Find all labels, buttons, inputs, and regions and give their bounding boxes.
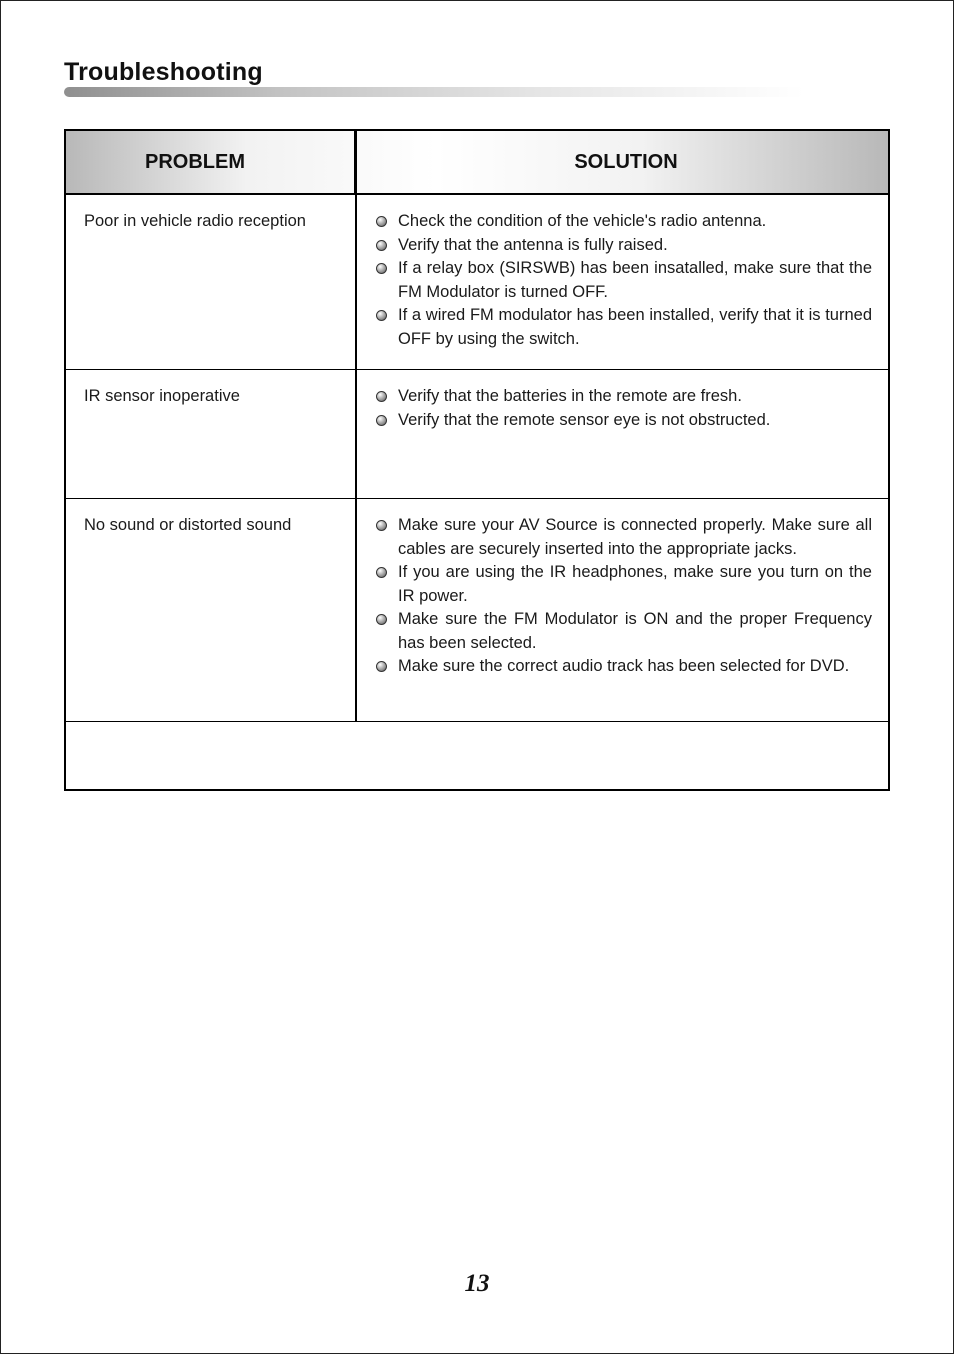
bullet-icon [376, 310, 387, 321]
table-row [66, 499, 888, 722]
solution-text: Verify that the antenna is fully raised. [398, 235, 668, 254]
solution-list [374, 385, 872, 432]
solution-item [374, 655, 872, 679]
table-row [66, 370, 888, 499]
solution-item [374, 514, 872, 561]
solution-item [374, 409, 872, 433]
solution-text: Verify that the batteries in the remote are fresh. [398, 387, 742, 405]
bullet-icon [376, 661, 387, 672]
bullet-icon [376, 415, 387, 426]
bullet-icon [376, 216, 387, 227]
solution-item [374, 304, 872, 351]
solution-text: Verify that the remote sensor eye is not obstructed. [398, 410, 771, 429]
problem-cell: IR sensor inoperative [84, 387, 240, 405]
title-underline-bar [64, 87, 804, 97]
problem-cell: No sound or distorted sound [84, 516, 292, 534]
solution-list [374, 210, 872, 351]
solution-item [374, 234, 872, 258]
problem-cell: Poor in vehicle radio reception [84, 212, 306, 230]
solution-text: Make sure the FM Modulator is ON and the proper Frequency has been selected. [398, 610, 872, 652]
empty-table-row [66, 722, 888, 789]
solution-item [374, 210, 872, 234]
solution-text: Check the condition of the vehicle's radio antenna. [398, 212, 767, 230]
solution-item [374, 257, 872, 304]
troubleshooting-table [64, 129, 890, 791]
page-number: 13 [464, 1270, 490, 1297]
bullet-icon [376, 391, 387, 402]
solution-list [374, 514, 872, 679]
solution-item [374, 608, 872, 655]
table-row [66, 195, 888, 370]
solution-text: If a relay box (SIRSWB) has been insatalled, make sure that the FM Modulator is turned OFF. [398, 259, 872, 301]
solution-item [374, 561, 872, 608]
header-solution: SOLUTION [574, 151, 678, 173]
table-header [66, 131, 888, 195]
solution-text: If you are using the IR headphones, make sure you turn on the IR power. [398, 563, 872, 605]
solution-item [374, 385, 872, 409]
solution-text: Make sure the correct audio track has been selected for DVD. [398, 657, 850, 675]
bullet-icon [376, 520, 387, 531]
header-problem: PROBLEM [145, 151, 245, 173]
bullet-icon [376, 614, 387, 625]
solution-text: If a wired FM modulator has been installed, verify that it is turned OFF by using the switch. [398, 306, 872, 348]
bullet-icon [376, 567, 387, 578]
bullet-icon [376, 263, 387, 274]
solution-text: Make sure your AV Source is connected properly. Make sure all cables are securely inserted into the appropriate jacks. [398, 516, 872, 558]
page-title: Troubleshooting [64, 58, 263, 86]
bullet-icon [376, 240, 387, 251]
